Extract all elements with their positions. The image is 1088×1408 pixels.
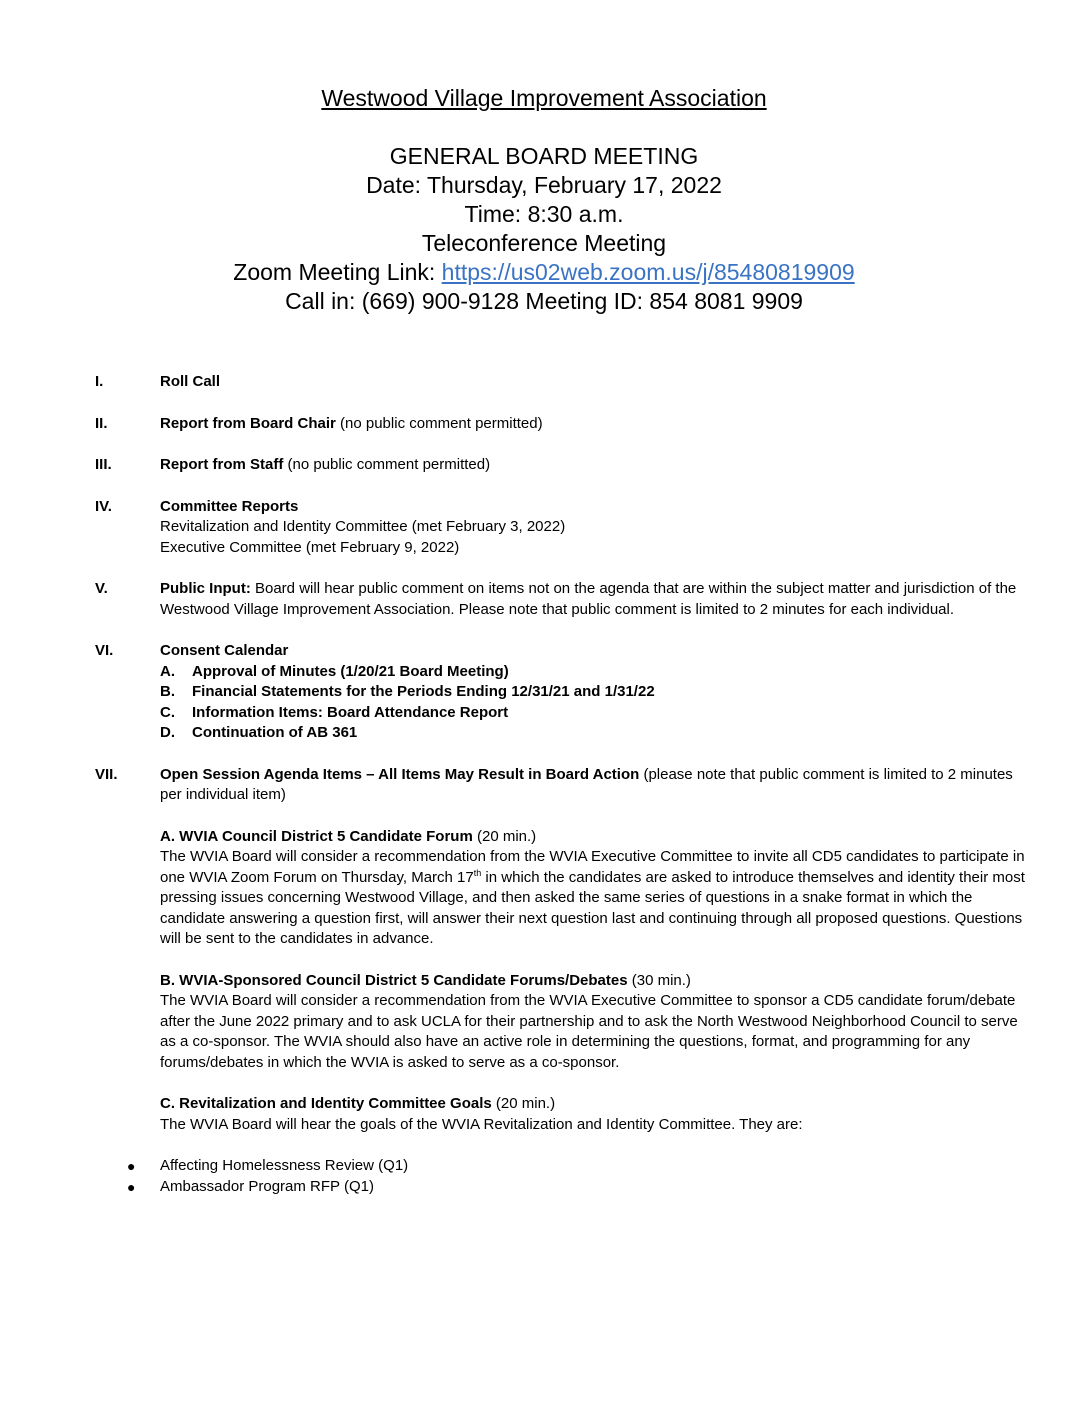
consent-item [160, 703, 1025, 724]
consent-letter: A. [160, 662, 175, 680]
section-time: (20 min.) [472, 827, 537, 845]
item-note: (no public comment permitted) [335, 414, 543, 432]
agenda-item-consent-calendar [95, 641, 1025, 744]
goal-item [125, 1177, 1025, 1198]
consent-letter: B. [160, 683, 175, 700]
agenda-item-committee-reports [95, 497, 1025, 559]
agenda-item-board-chair-report [95, 414, 1025, 435]
goal-text: Affecting Homelessness Review (Q1) [160, 1157, 409, 1174]
consent-letter: D. [160, 724, 175, 741]
item-title: Public Input: [160, 580, 251, 597]
organization-name: Westwood Village Improvement Association [321, 85, 767, 111]
goals-list [125, 1156, 1025, 1197]
section-text [160, 847, 1025, 950]
meeting-header [0, 84, 1088, 316]
meeting-type: Teleconference Meeting [421, 230, 667, 256]
agenda-item-roll-call [95, 372, 1025, 393]
agenda-item-public-input [95, 579, 1025, 620]
item-number: V. [95, 580, 108, 597]
consent-text: Continuation of AB 361 [192, 724, 358, 741]
item-text: Board will hear public comment on items not on the agenda that are within the subject matter and jurisdiction of the Westwood Village Improvement Association. Please note that public comment is limited to 2 minutes for each individual. [160, 580, 1017, 618]
ordinal-suffix: th [473, 867, 482, 878]
section-time: (20 min.) [491, 1095, 556, 1112]
section-sponsored-debates [160, 971, 1025, 1074]
section-committee-goals [127, 1094, 1025, 1197]
bullet-icon: ● [127, 1178, 136, 1195]
item-title: Open Session Agenda Items – All Items May Result in Board Action [160, 765, 640, 783]
consent-item [160, 723, 1025, 744]
item-number: VI. [95, 642, 114, 659]
bullet-icon: ● [127, 1158, 136, 1174]
consent-letter: C. [160, 703, 175, 721]
item-number: VII. [95, 765, 118, 783]
meeting-title: GENERAL BOARD MEETING [389, 143, 699, 169]
section-text: The WVIA Board will consider a recommendation from the WVIA Executive Committee to sponsor a CD5 candidate forum/debate after the June 2022 primary and to ask UCLA for their partnership and to ask the North Westwood Neighborhood Council to serve as a co-sponsor. The WVIA should also have an active role in determining the questions, format, and programming for any forums/debates in which the WVIA is asked to serve as a co-sponsor. [160, 992, 1018, 1071]
section-title: B. WVIA-Sponsored Council District 5 Candidate Forums/Debates [160, 971, 628, 989]
section-text-part: in which the candidates are asked to introduce themselves and identity their most pressing issues concerning Westwood Village, and then asked the same series of questions in a snake format in which the candidate answering a question first, will answer their next question last and continuing through all proposed questions. Questions will be sent to the candidates in advance. [160, 868, 1025, 947]
item-title: Roll Call [160, 373, 221, 390]
consent-text: Financial Statements for the Periods Ending 12/31/21 and 1/31/22 [192, 683, 655, 700]
agenda-item-staff-report [95, 455, 1025, 476]
item-title: Report from Staff [160, 456, 284, 473]
consent-list [160, 662, 1025, 744]
section-title: C. Revitalization and Identity Committee Goals [160, 1095, 492, 1112]
meeting-time: Time: 8:30 a.m. [464, 201, 624, 227]
zoom-meeting-link[interactable]: https://us02web.zoom.us/j/85480819909 [441, 259, 855, 285]
agenda-item-open-session [95, 765, 1025, 1198]
consent-item [160, 682, 1025, 703]
item-number: I. [95, 373, 104, 390]
section-text: The WVIA Board will hear the goals of the WVIA Revitalization and Identity Committee. They are: [160, 1115, 803, 1133]
section-title: A. WVIA Council District 5 Candidate Forum [160, 827, 473, 845]
committee-report-line: Executive Committee (met February 9, 2022) [160, 538, 460, 556]
item-number: II. [95, 414, 108, 432]
item-number: IV. [95, 497, 112, 515]
committee-report-line: Revitalization and Identity Committee (met February 3, 2022) [160, 518, 566, 535]
consent-text: Approval of Minutes (1/20/21 Board Meeting) [192, 662, 509, 680]
call-in-line: Call in: (669) 900-9128 Meeting ID: 854 8081 9909 [285, 288, 803, 314]
consent-text: Information Items: Board Attendance Report [192, 703, 509, 721]
item-note: (no public comment permitted) [283, 456, 491, 473]
meeting-date: Date: Thursday, February 17, 2022 [366, 172, 722, 198]
goal-item [125, 1156, 1025, 1177]
item-note: (please note that public comment is limited to 2 minutes per individual item) [160, 765, 1013, 803]
zoom-label: Zoom Meeting Link: [233, 259, 442, 285]
item-title: Report from Board Chair [160, 414, 336, 432]
section-text-part: The WVIA Board will consider a recommendation from the WVIA Executive Committee to invite all CD5 candidates to participate in one WVIA Zoom Forum on Thursday, March 17 [160, 848, 1025, 886]
zoom-line [0, 258, 1088, 287]
item-title: Consent Calendar [160, 642, 289, 659]
section-time: (30 min.) [627, 971, 691, 989]
consent-item [160, 662, 1025, 683]
item-title: Committee Reports [160, 497, 299, 515]
agenda [95, 372, 1025, 1218]
goal-text: Ambassador Program RFP (Q1) [160, 1177, 374, 1195]
section-candidate-forum [160, 827, 1025, 950]
item-number: III. [95, 456, 112, 473]
